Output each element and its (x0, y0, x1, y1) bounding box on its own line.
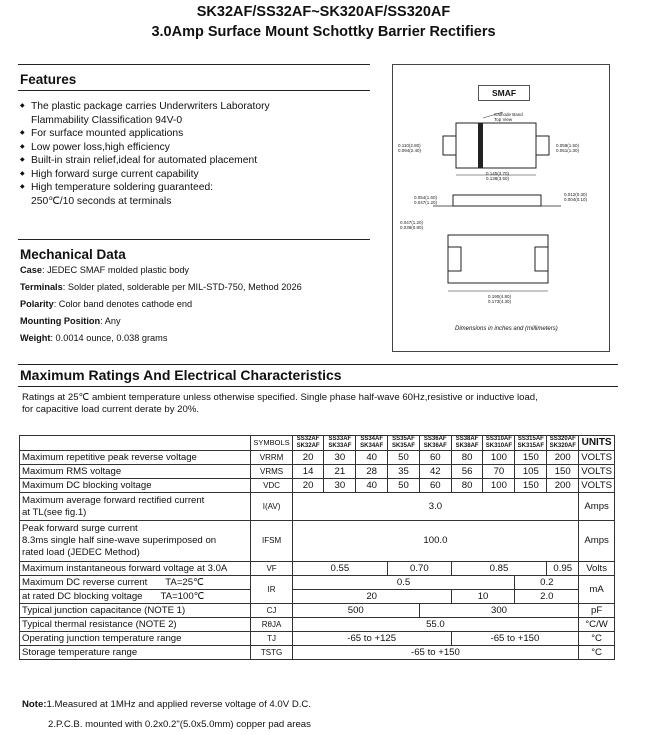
param-cell: Maximum instantaneous forward voltage at 3.0A (20, 562, 251, 576)
dim-label: 0.039(0.80) (400, 225, 424, 230)
param-cell: Maximum DC reverse current TA=25℃ (20, 576, 251, 590)
unit-cell: VOLTS (579, 465, 615, 479)
value-cell: 55.0 (292, 618, 579, 632)
table-header-row (20, 436, 615, 451)
table-row (20, 604, 615, 618)
value-cell: 30 (324, 479, 356, 493)
table-row (20, 562, 615, 576)
symbol-cell: TJ (251, 632, 292, 646)
dim-label: 0.047(1.20) (400, 220, 424, 225)
units-header: UNITS (579, 436, 615, 451)
param-cell: Typical thermal resistance (NOTE 2) (20, 618, 251, 632)
feature-item: ◆ High temperature soldering guaranteed: (20, 181, 365, 195)
side-view-body (453, 195, 541, 206)
table-row (20, 479, 615, 493)
value-cell: 0.2 (515, 576, 579, 590)
unit-cell: Volts (579, 562, 615, 576)
table-row (20, 465, 615, 479)
value-cell: 2.0 (515, 590, 579, 604)
pad-right (535, 247, 548, 271)
value-cell: 50 (388, 479, 420, 493)
value-cell: 56 (451, 465, 483, 479)
mech-text: : JEDEC SMAF molded plastic body (41, 265, 190, 275)
note-1: Note:1.Measured at 1MHz and applied reverse voltage of 4.0V D.C. (22, 699, 312, 710)
value-cell: 0.55 (292, 562, 387, 576)
dim-label: 0.004(0.10) (564, 197, 588, 202)
table-row (20, 521, 615, 562)
feature-item: ◆ For surface mounted applications (20, 127, 365, 141)
value-cell: 50 (388, 451, 420, 465)
value-cell: 100.0 (292, 521, 579, 562)
mech-label: Case (20, 265, 42, 275)
dim-label: 0.190(4.80) (488, 294, 512, 299)
notes (22, 699, 311, 730)
dim-label: 0.059(1.50) (556, 143, 580, 148)
cathode-band (478, 123, 483, 168)
table-row (20, 576, 615, 590)
param-header (20, 436, 251, 451)
features-bottom-rule (18, 90, 370, 91)
ratings-bottom-rule (18, 386, 618, 387)
table-row (20, 451, 615, 465)
value-cell: 200 (547, 451, 579, 465)
page-subtitle: 3.0Amp Surface Mount Schottky Barrier Rectifiers (151, 24, 496, 40)
mech-list (20, 265, 365, 350)
feature-item: ◆ Built-in strain relief,ideal for automated placement (20, 154, 365, 168)
symbol-cell: VRMS (251, 465, 292, 479)
value-cell: 10 (451, 590, 515, 604)
top-view-body (456, 123, 536, 168)
unit-cell: pF (579, 604, 615, 618)
ratings-heading: Maximum Ratings And Electrical Characteristics (20, 367, 342, 383)
feature-item-cont: Flammability Classification 94V-0 (31, 114, 183, 126)
mech-row (20, 265, 365, 282)
top-view-label: Top View (494, 117, 513, 122)
table-row (20, 590, 615, 604)
param-cell: Operating junction temperature range (20, 632, 251, 646)
value-cell: 35 (388, 465, 420, 479)
value-cell: 200 (547, 479, 579, 493)
mech-label: Polarity (20, 299, 54, 309)
value-cell: 28 (356, 465, 388, 479)
ratings-text-line: for capacitive load current derate by 20%. (22, 404, 200, 415)
symbol-cell: IR (251, 576, 292, 604)
unit-cell: Amps (579, 493, 615, 521)
pad-left (448, 247, 461, 271)
part-header: SS33AF SK33AF (324, 436, 356, 451)
unit-cell: VOLTS (579, 451, 615, 465)
part-header: SS34AF SK34AF (356, 436, 388, 451)
page-title: SK32AF/SS32AF~SK320AF/SS320AF (196, 4, 451, 20)
value-cell: 80 (451, 479, 483, 493)
unit-cell: mA (579, 576, 615, 604)
value-cell: 14 (292, 465, 324, 479)
symbol-cell: VF (251, 562, 292, 576)
param-cell: Typical junction capacitance (NOTE 1) (20, 604, 251, 618)
symbol-cell: RθJA (251, 618, 292, 632)
symbol-cell: CJ (251, 604, 292, 618)
features-list (20, 100, 365, 208)
value-cell: 0.5 (292, 576, 515, 590)
mech-text: : Color band denotes cathode end (53, 299, 193, 309)
mech-row (20, 299, 365, 316)
param-cell: Maximum RMS voltage (20, 465, 251, 479)
param-cell: Maximum average forward rectified current at TL(see fig.1) (20, 493, 251, 521)
value-cell: 42 (419, 465, 451, 479)
value-cell: -65 to +125 (292, 632, 451, 646)
value-cell: 500 (292, 604, 419, 618)
mech-label: Weight (20, 333, 51, 343)
lead-right (536, 136, 549, 155)
dim-label: 0.145(3.70) (486, 171, 510, 176)
param-cell: Storage temperature range (20, 646, 251, 660)
lead-left (443, 136, 456, 155)
dim-label: 0.138(3.50) (486, 176, 510, 181)
unit-cell: °C/W (579, 618, 615, 632)
package-title: SMAF (478, 85, 530, 101)
dim-label: 0.012(0.30) (564, 192, 588, 197)
mech-label: Terminals (20, 282, 63, 292)
unit-cell: Amps (579, 521, 615, 562)
mech-top-rule (18, 239, 370, 240)
symbol-cell: VRRM (251, 451, 292, 465)
param-cell: Maximum repetitive peak reverse voltage (20, 451, 251, 465)
dim-label: 0.047(1.20) (414, 200, 438, 205)
mech-row (20, 282, 365, 299)
part-header: SS315AF SK315AF (515, 436, 547, 451)
ratings-table (19, 435, 615, 660)
table-row (20, 646, 615, 660)
part-header: SS320AF SK320AF (547, 436, 579, 451)
dim-label: 0.094(2.40) (398, 148, 422, 153)
value-cell: 30 (324, 451, 356, 465)
mech-text: : Any (100, 316, 121, 326)
part-header: SS36AF SK36AF (419, 436, 451, 451)
mech-text: : Solder plated, solderable per MIL-STD-750, Method 2026 (62, 282, 302, 292)
feature-item: ◆ The plastic package carries Underwriters Laboratory (20, 100, 365, 114)
value-cell: 60 (419, 451, 451, 465)
symbol-cell: TSTG (251, 646, 292, 660)
value-cell: 70 (483, 465, 515, 479)
part-header: SS310AF SK310AF (483, 436, 515, 451)
value-cell: 150 (547, 465, 579, 479)
bottom-view-body (448, 235, 548, 283)
value-cell: 21 (324, 465, 356, 479)
value-cell: 40 (356, 451, 388, 465)
unit-cell: °C (579, 632, 615, 646)
value-cell: 3.0 (292, 493, 579, 521)
features-top-rule (18, 64, 370, 65)
unit-cell: °C (579, 646, 615, 660)
mech-row (20, 333, 365, 350)
value-cell: 300 (419, 604, 578, 618)
value-cell: 0.95 (547, 562, 579, 576)
value-cell: 20 (292, 451, 324, 465)
dim-label: 0.173(4.30) (488, 299, 512, 304)
value-cell: 0.85 (451, 562, 547, 576)
table-row (20, 618, 615, 632)
symbol-cell: IFSM (251, 521, 292, 562)
feature-item: ◆ High forward surge current capability (20, 168, 365, 182)
unit-cell: VOLTS (579, 479, 615, 493)
param-cell: Peak forward surge current 8.3ms single half sine-wave superimposed on rated load (JEDEC Method) (20, 521, 251, 562)
note-2: 2.P.C.B. mounted with 0.2x0.2"(5.0x5.0mm) copper pad areas (48, 719, 311, 730)
value-cell: 150 (515, 451, 547, 465)
features-heading: Features (20, 72, 77, 87)
table-row (20, 493, 615, 521)
cathode-band-label: Cathode Band (494, 112, 523, 117)
value-cell: 0.70 (388, 562, 452, 576)
value-cell: 150 (515, 479, 547, 493)
table-row (20, 632, 615, 646)
value-cell: 100 (483, 451, 515, 465)
symbol-cell: VDC (251, 479, 292, 493)
value-cell: 105 (515, 465, 547, 479)
dimensions-note: Dimensions in inches and (millimeters) (455, 326, 558, 332)
feature-item: ◆ Low power loss,high efficiency (20, 141, 365, 155)
part-header: SS32AF SK32AF (292, 436, 324, 451)
value-cell: 40 (356, 479, 388, 493)
part-header: SS38AF SK38AF (451, 436, 483, 451)
value-cell: 20 (292, 590, 451, 604)
value-cell: -65 to +150 (451, 632, 579, 646)
dim-label: 0.110(2.80) (398, 143, 421, 148)
mech-text: : 0.0014 ounce, 0.038 grams (50, 333, 168, 343)
param-cell: Maximum DC blocking voltage (20, 479, 251, 493)
dim-label: 0.051(1.30) (556, 148, 580, 153)
symbols-header: SYMBOLS (251, 436, 292, 451)
value-cell: 20 (292, 479, 324, 493)
part-header: SS35AF SK35AF (388, 436, 420, 451)
mech-label: Mounting Position (20, 316, 101, 326)
ratings-text-line: Ratings at 25℃ ambient temperature unless otherwise specified. Single phase half-wave 60Hz,resistive or inductive load, (22, 392, 538, 403)
value-cell: 60 (419, 479, 451, 493)
dim-label: 0.054(1.60) (414, 195, 438, 200)
value-cell: 80 (451, 451, 483, 465)
value-cell: 100 (483, 479, 515, 493)
value-cell: -65 to +150 (292, 646, 579, 660)
symbol-cell: I(AV) (251, 493, 292, 521)
feature-item-cont: 250℃/10 seconds at terminals (31, 195, 172, 207)
ratings-top-rule (18, 364, 618, 365)
mech-heading: Mechanical Data (20, 247, 126, 262)
param-cell: at rated DC blocking voltage TA=100℃ (20, 590, 251, 604)
mech-row (20, 316, 365, 333)
ratings-text (22, 392, 622, 416)
